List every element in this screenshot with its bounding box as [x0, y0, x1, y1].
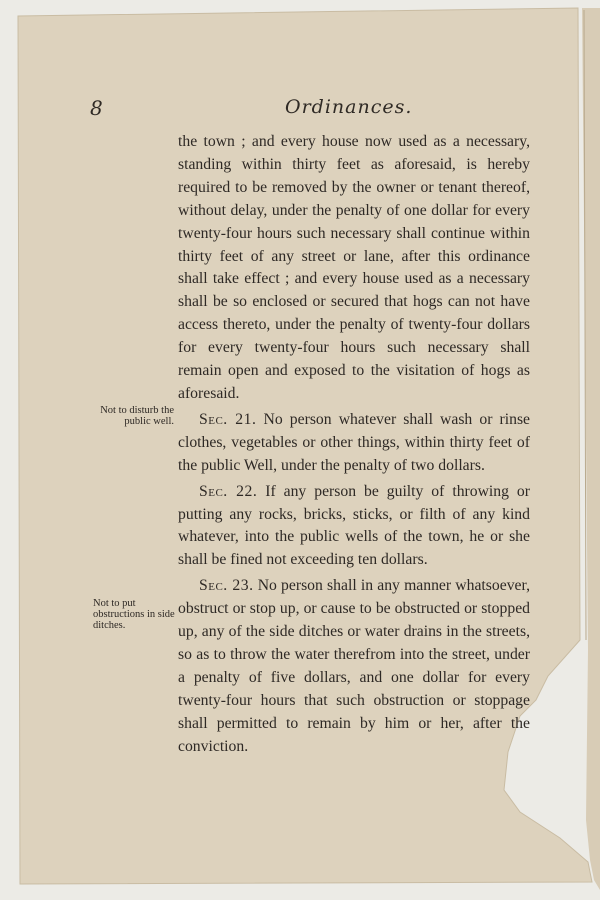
- section-label: Sec. 21.: [199, 410, 257, 428]
- section-text: If any person be guilty of throwing or putting any rocks, bricks, sticks, or filth of any kind whatever, into the public wells of the town, he or she shall be fined not exceeding ten dollars.: [178, 482, 530, 569]
- page-title: Ordinances.: [285, 96, 413, 118]
- section-text: No person shall in any manner whatsoever, obstruct or stop up, or cause to be obstructed or stopped up, any of the side ditches or water drains in the streets, so as to throw the water therefrom into the street, under a penalty of five dollars, and one dollar for every twenty-four hours that such obstruction or stoppage shall permitted to remain by him or her, after the conviction.: [178, 577, 531, 755]
- paragraph-sec-21: [178, 409, 530, 478]
- section-text: No person whatever shall wash or rinse clothes, vegetables or other things, within thirty feet of the public Well, under the penalty of two dollars.: [178, 410, 531, 474]
- paragraph-sec-22: [178, 481, 530, 573]
- paragraph-continuation: the town ; and every house now used as a necessary, standing within thirty feet as aforesaid, is hereby required to be removed by the owner or tenant thereof, without delay, under the penalty of one dollar for every twenty-four hours such necessary shall continue within thirty feet of any street or lane, after this ordinance shall take effect ; and every house used as a necessary shall be so enclosed or secured that hogs can not have access thereto, under the penalty of twenty-four dollars for every twenty-four hours such necessary shall remain open and exposed to the visitation of hogs as aforesaid.: [178, 133, 530, 402]
- section-label: Sec. 23.: [199, 577, 254, 595]
- paragraph-sec-23: [178, 575, 530, 758]
- ordinance-body: [178, 131, 530, 758]
- margin-note-side-ditches: Not to put obstructions in side ditches.: [93, 598, 175, 631]
- page-number: 8: [90, 96, 103, 120]
- section-label: Sec. 22.: [199, 482, 258, 500]
- margin-note-public-well: Not to disturb the public well.: [100, 405, 174, 427]
